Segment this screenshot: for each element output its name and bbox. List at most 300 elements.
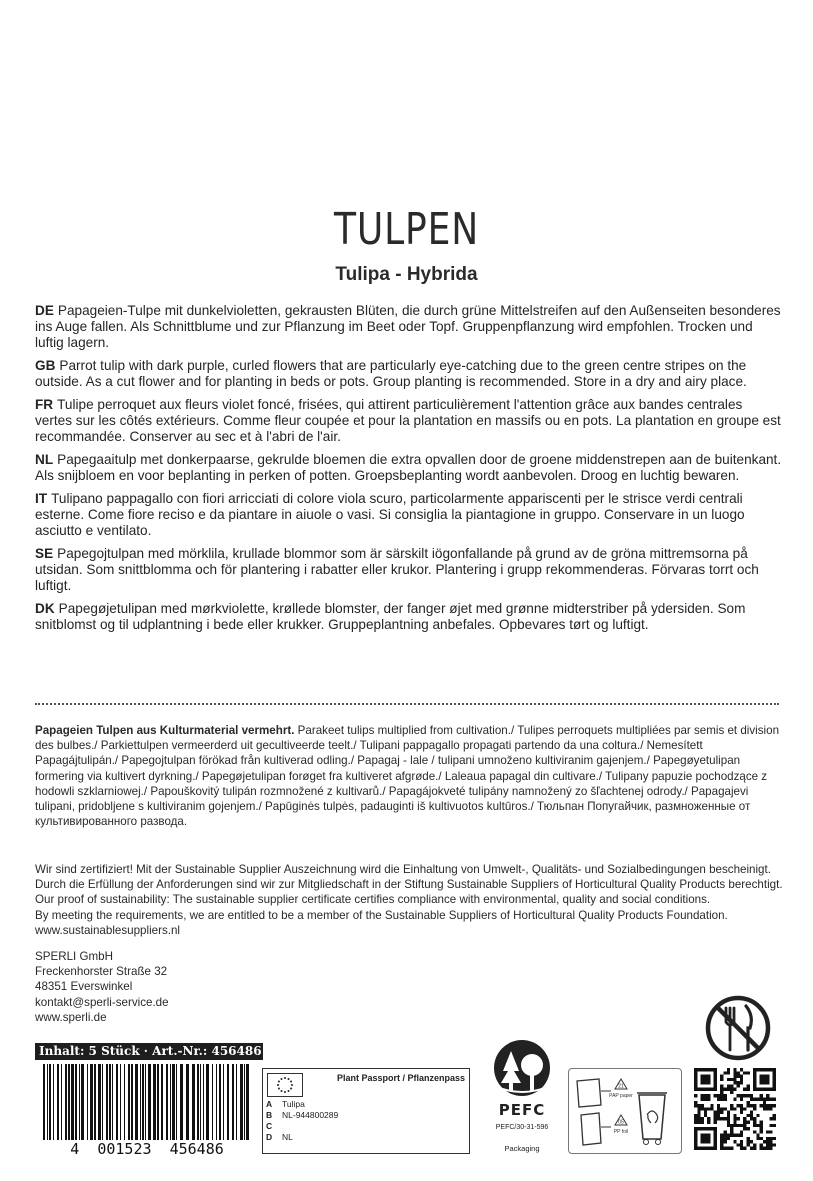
page-title: TULPEN bbox=[333, 204, 480, 255]
qr-module bbox=[730, 1091, 733, 1094]
foil-label: PP foil bbox=[613, 1129, 629, 1135]
barcode-bar bbox=[236, 1064, 237, 1140]
qr-module bbox=[766, 1130, 769, 1133]
qr-module bbox=[760, 1104, 763, 1107]
barcode-bar bbox=[157, 1064, 159, 1140]
qr-module bbox=[740, 1068, 743, 1071]
company-address bbox=[35, 949, 169, 1025]
qr-module bbox=[740, 1140, 743, 1143]
qr-module bbox=[746, 1094, 749, 1097]
barcode-bar bbox=[186, 1064, 189, 1140]
eu-star bbox=[278, 1081, 280, 1083]
qr-module bbox=[733, 1114, 736, 1117]
qr-module bbox=[743, 1124, 746, 1127]
qr-module bbox=[720, 1111, 723, 1114]
qr-module bbox=[730, 1134, 733, 1137]
qr-module bbox=[724, 1130, 727, 1133]
company-street: Freckenhorster Straße 32 bbox=[35, 965, 168, 979]
cert-line: By meeting the requirements, we are entitled to be a member of the Sustainable Suppliers of Horticultural Quality Products Foundation. bbox=[35, 908, 728, 922]
barcode-bar bbox=[106, 1064, 108, 1140]
pefc-tree-icon bbox=[487, 1037, 557, 1099]
cert-line: Wir sind zertifiziert! Mit der Sustainable Supplier Auszeichnung wird die Einhaltung von Umwelt-, Qualitäts- und Sozialbedingungen bescheinigt. bbox=[35, 863, 771, 876]
passport-title: Plant Passport / Pflanzenpass bbox=[336, 1073, 465, 1083]
qr-module bbox=[740, 1075, 743, 1078]
qr-module bbox=[724, 1071, 727, 1074]
barcode-bar bbox=[57, 1064, 59, 1140]
qr-module bbox=[701, 1098, 704, 1101]
qr-module bbox=[714, 1114, 717, 1117]
qr-module bbox=[720, 1143, 723, 1146]
qr-module bbox=[737, 1075, 740, 1078]
qr-module bbox=[737, 1094, 740, 1097]
qr-module bbox=[717, 1107, 720, 1110]
barcode-bar bbox=[232, 1064, 234, 1140]
barcode-bar bbox=[140, 1064, 141, 1140]
barcode-bar bbox=[71, 1064, 74, 1140]
qr-module bbox=[701, 1120, 704, 1123]
qr-module bbox=[727, 1088, 730, 1091]
qr-module bbox=[763, 1098, 766, 1101]
qr-module bbox=[766, 1098, 769, 1101]
qr-module bbox=[707, 1098, 710, 1101]
qr-module bbox=[727, 1137, 730, 1140]
qr-module bbox=[697, 1117, 700, 1120]
content-label: Inhalt: 5 Stück · Art.-Nr.: 456486 bbox=[35, 1043, 263, 1060]
qr-module bbox=[737, 1071, 740, 1074]
qr-module bbox=[773, 1124, 776, 1127]
qr-module bbox=[773, 1117, 776, 1120]
qr-module bbox=[704, 1114, 707, 1117]
qr-module bbox=[694, 1120, 697, 1123]
qr-module bbox=[720, 1084, 723, 1087]
barcode-bar bbox=[148, 1064, 151, 1140]
qr-module bbox=[740, 1147, 743, 1150]
barcode-bar bbox=[49, 1064, 51, 1140]
qr-module bbox=[730, 1088, 733, 1091]
qr-module bbox=[753, 1130, 756, 1133]
qr-module bbox=[717, 1098, 720, 1101]
qr-module bbox=[766, 1137, 769, 1140]
barcode-bar bbox=[180, 1064, 183, 1140]
qr-module bbox=[724, 1140, 727, 1143]
qr-module bbox=[701, 1104, 704, 1107]
qr-module bbox=[753, 1104, 756, 1107]
qr-module bbox=[733, 1140, 736, 1143]
qr-module bbox=[697, 1111, 700, 1114]
qr-module bbox=[743, 1127, 746, 1130]
barcode-bar bbox=[176, 1064, 177, 1140]
qr-module bbox=[760, 1075, 770, 1085]
qr-module bbox=[740, 1130, 743, 1133]
qr-module bbox=[737, 1104, 740, 1107]
no-eating-icon bbox=[704, 994, 772, 1062]
qr-module bbox=[701, 1075, 711, 1085]
company-web: www.sperli.de bbox=[35, 1010, 107, 1024]
descriptions bbox=[35, 303, 783, 640]
eu-star bbox=[278, 1088, 280, 1090]
qr-module bbox=[730, 1104, 733, 1107]
qr-module bbox=[733, 1134, 736, 1137]
barcode-bar bbox=[161, 1064, 163, 1140]
qr-module bbox=[733, 1124, 736, 1127]
qr-module bbox=[753, 1107, 756, 1110]
eu-star bbox=[288, 1078, 290, 1080]
qr-module bbox=[701, 1094, 704, 1097]
qr-module bbox=[740, 1104, 743, 1107]
barcode-bar bbox=[124, 1064, 125, 1140]
barcode-bar bbox=[79, 1064, 80, 1140]
qr-module bbox=[714, 1094, 717, 1097]
qr-module bbox=[743, 1094, 746, 1097]
qr-module bbox=[733, 1068, 736, 1071]
barcode-bar bbox=[170, 1064, 171, 1140]
qr-module bbox=[743, 1117, 746, 1120]
barcode-bar bbox=[128, 1064, 130, 1140]
cert-line: Our proof of sustainability: The sustainable supplier certificate certifies compliance with environmental, quality and social conditions. bbox=[35, 893, 711, 907]
barcode-bar bbox=[216, 1064, 217, 1140]
qr-module bbox=[746, 1084, 749, 1087]
recycling-icons bbox=[569, 1069, 681, 1153]
qr-module bbox=[773, 1098, 776, 1101]
qr-module bbox=[750, 1098, 753, 1101]
qr-module bbox=[710, 1107, 713, 1110]
qr-module bbox=[717, 1104, 720, 1107]
barcode-bar bbox=[98, 1064, 101, 1140]
eu-star bbox=[290, 1081, 292, 1083]
qr-module bbox=[714, 1111, 717, 1114]
qr-module bbox=[766, 1104, 769, 1107]
qr-module bbox=[733, 1120, 736, 1123]
qr-module bbox=[714, 1120, 717, 1123]
pefc-caption: Packaging bbox=[504, 1144, 540, 1153]
description-it: IT Tulipano pappagallo con fiori arricciati di colore viola scuro, particolarmente appariscenti per le strisce verdi centrali esterne. Come fiore reciso e da piantare in aiuole o vasi. Si consiglia la piantagione in gruppo. Conservare in un luogo asciutto e ventilato. bbox=[35, 491, 745, 538]
qr-module bbox=[769, 1117, 772, 1120]
plant-passport bbox=[262, 1068, 470, 1154]
barcode bbox=[35, 1064, 259, 1156]
qr-module bbox=[760, 1094, 763, 1097]
qr-module bbox=[750, 1111, 753, 1114]
qr-module bbox=[766, 1094, 769, 1097]
qr-module bbox=[720, 1134, 723, 1137]
description-dk: DK Papegøjetulipan med mørkviolette, krøllede blomster, der fanger øjet med grønne midterstriber på ydersiden. Som snitblomst og til udplantning i bede eller krukker. Gruppeplantning anbefales. Opbevares tørt og luftigt. bbox=[35, 601, 746, 632]
qr-module bbox=[760, 1147, 763, 1150]
qr-module bbox=[733, 1107, 736, 1110]
qr-module bbox=[746, 1140, 749, 1143]
pefc-code: PEFC/30-31-596 bbox=[495, 1124, 549, 1131]
barcode-bar bbox=[109, 1064, 111, 1140]
qr-module bbox=[766, 1140, 769, 1143]
qr-module bbox=[743, 1088, 746, 1091]
barcode-bar bbox=[81, 1064, 84, 1140]
qr-module bbox=[720, 1091, 723, 1094]
qr-module bbox=[756, 1134, 759, 1137]
passport-row: B NL-944800289 bbox=[266, 1110, 339, 1120]
qr-module bbox=[740, 1098, 743, 1101]
qr-module bbox=[694, 1117, 697, 1120]
qr-module bbox=[717, 1117, 720, 1120]
qr-module bbox=[763, 1107, 766, 1110]
qr-module bbox=[724, 1134, 727, 1137]
qr-module bbox=[720, 1137, 723, 1140]
barcode-bar bbox=[166, 1064, 168, 1140]
qr-module bbox=[730, 1127, 733, 1130]
qr-module bbox=[769, 1143, 772, 1146]
eu-star bbox=[281, 1078, 283, 1080]
barcode-bar bbox=[131, 1064, 133, 1140]
barcode-bar bbox=[153, 1064, 156, 1140]
foil-code: 05 bbox=[618, 1119, 624, 1126]
qr-module bbox=[763, 1140, 766, 1143]
barcode-bar bbox=[223, 1064, 224, 1140]
qr-module bbox=[740, 1078, 743, 1081]
qr-module bbox=[743, 1107, 746, 1110]
barcode-bar bbox=[212, 1064, 213, 1140]
qr-module bbox=[704, 1107, 707, 1110]
qr-module bbox=[740, 1107, 743, 1110]
qr-module bbox=[769, 1098, 772, 1101]
qr-module bbox=[750, 1147, 753, 1150]
qr-module bbox=[724, 1107, 727, 1110]
qr-module bbox=[750, 1140, 753, 1143]
qr-module bbox=[737, 1081, 740, 1084]
barcode-bar bbox=[200, 1064, 201, 1140]
qr-module bbox=[760, 1137, 763, 1140]
qr-module bbox=[720, 1147, 723, 1150]
company-email: kontakt@sperli-service.de bbox=[35, 995, 169, 1009]
barcode-bar bbox=[197, 1064, 199, 1140]
qr-module bbox=[714, 1117, 717, 1120]
qr-module bbox=[720, 1078, 723, 1081]
eu-star bbox=[288, 1090, 290, 1092]
qr-module bbox=[763, 1147, 766, 1150]
qr-module bbox=[733, 1117, 736, 1120]
pefc-word: PEFC bbox=[498, 1101, 546, 1119]
qr-module bbox=[727, 1068, 730, 1071]
qr-module bbox=[746, 1137, 749, 1140]
qr-module bbox=[773, 1143, 776, 1146]
qr-module bbox=[737, 1143, 740, 1146]
qr-module bbox=[727, 1120, 730, 1123]
eu-flag-icon bbox=[267, 1073, 303, 1097]
barcode-bar bbox=[53, 1064, 54, 1140]
qr-module bbox=[769, 1104, 772, 1107]
qr-module bbox=[717, 1094, 720, 1097]
qr-module bbox=[720, 1088, 723, 1091]
qr-module bbox=[750, 1104, 753, 1107]
passport-rows bbox=[266, 1099, 338, 1143]
barcode-bar bbox=[90, 1064, 93, 1140]
barcode-bar bbox=[120, 1064, 121, 1140]
qr-module bbox=[769, 1107, 772, 1110]
barcode-bar bbox=[206, 1064, 209, 1140]
origin-note-bold: Papageien Tulpen aus Kulturmaterial vermehrt. bbox=[35, 724, 295, 737]
qr-module bbox=[756, 1114, 759, 1117]
barcode-bar bbox=[65, 1064, 67, 1140]
qr-module bbox=[730, 1107, 733, 1110]
qr-module bbox=[769, 1137, 772, 1140]
qr-module bbox=[740, 1134, 743, 1137]
barcode-bar bbox=[240, 1064, 243, 1140]
eu-star bbox=[277, 1084, 279, 1086]
description-fr: FR Tulipe perroquet aux fleurs violet foncé, frisées, qui attirent particulièrement l'attention grâce aux bandes centrales vertes sur les côtés extérieurs. Comme fleur coupée et pour la plantation en massifs ou en pots. La plantation en groupe est recommandée. Conserver au sec et à l'abri de l'air. bbox=[35, 397, 781, 444]
qr-module bbox=[746, 1104, 749, 1107]
qr-module bbox=[727, 1084, 730, 1087]
pefc-logo bbox=[487, 1037, 557, 1152]
passport-row: C bbox=[266, 1121, 273, 1131]
qr-module bbox=[743, 1120, 746, 1123]
description-de: DE Papageien-Tulpe mit dunkelvioletten, gekrausten Blüten, die durch grüne Mittelstreifen auf den Außenseiten besonderes ins Auge fallen. Als Schnittblume und zur Pflanzung im Beet oder Topf. Gruppenpflanzung wird empfohlen. Trocken und luftig lagern. bbox=[35, 303, 781, 350]
qr-code bbox=[694, 1068, 776, 1150]
qr-module bbox=[720, 1075, 723, 1078]
qr-module bbox=[733, 1075, 736, 1078]
eu-star bbox=[290, 1088, 292, 1090]
qr-module bbox=[753, 1120, 756, 1123]
qr-module bbox=[694, 1101, 697, 1104]
qr-module bbox=[720, 1098, 723, 1101]
qr-module bbox=[704, 1094, 707, 1097]
qr-module bbox=[727, 1111, 730, 1114]
origin-note-text: Parakeet tulips multiplied from cultivation./ Tulipes perroquets multipliées par semis et division des bulbes./ Parkiettulpen vermeerderd uit gecultiveerde teelt./ Tulipani pappagallo propagati partendo da una coltura./ Nemesített Papagájtulipán./ Papegojtulpan förökad från kultiverad odling./ Papagaj - lale / tulipani umnoženo kultiviranim gajenjem./ Papegøyetulipan formering via kultivert dyrkning./ Papegøjetulipan forøget fra kultiveret afgrøde./ Laleaua papagal din cultivare./ Tulipany papuzie pochodzące z hodowli szklarniowej./ Papouškovitý tulipán rozmnožené z kultivarů./ Papagájokveté tulipány namnožený zo šľachtenej odrody./ Papagajevi tulipani, pridobljene s kultiviranim gojenjem./ Papūginės tulpės, padauginti iš kultivuotos kultūros./ Тюльпан Попугайчик, размноженные от культивированного развода. bbox=[35, 724, 780, 829]
recycling-info bbox=[568, 1068, 682, 1154]
qr-module bbox=[746, 1143, 749, 1146]
qr-module bbox=[710, 1104, 713, 1107]
barcode-bar bbox=[135, 1064, 138, 1140]
qr-module bbox=[746, 1101, 749, 1104]
barcode-bar bbox=[227, 1064, 229, 1140]
barcode-bar bbox=[116, 1064, 118, 1140]
barcode-bar bbox=[61, 1064, 62, 1140]
qr-module bbox=[756, 1124, 759, 1127]
qr-module bbox=[756, 1137, 759, 1140]
qr-module bbox=[750, 1117, 753, 1120]
qr-module bbox=[753, 1143, 756, 1146]
qr-module bbox=[724, 1088, 727, 1091]
qr-module bbox=[724, 1137, 727, 1140]
qr-module bbox=[753, 1147, 756, 1150]
qr-module bbox=[697, 1107, 700, 1110]
qr-module bbox=[720, 1107, 723, 1110]
qr-module bbox=[743, 1147, 746, 1150]
qr-module bbox=[724, 1117, 727, 1120]
cert-line: Durch die Erfüllung der Anforderungen sind wir zur Mitgliedschaft in der Stiftung Sustainable Suppliers of Horticultural Quality Products berechtigt. bbox=[35, 878, 783, 892]
qr-module bbox=[694, 1094, 697, 1097]
qr-module bbox=[730, 1078, 733, 1081]
qr-module bbox=[760, 1143, 763, 1146]
qr-module bbox=[730, 1084, 733, 1087]
qr-module bbox=[724, 1098, 727, 1101]
qr-module bbox=[720, 1094, 723, 1097]
qr-module bbox=[737, 1084, 740, 1087]
qr-module bbox=[727, 1114, 730, 1117]
passport-row: A Tulipa bbox=[266, 1099, 305, 1109]
qr-module bbox=[766, 1147, 769, 1150]
qr-module bbox=[733, 1078, 736, 1081]
qr-module bbox=[753, 1117, 756, 1120]
qr-module bbox=[760, 1120, 763, 1123]
qr-module bbox=[707, 1094, 710, 1097]
qr-module bbox=[763, 1104, 766, 1107]
qr-module bbox=[740, 1143, 743, 1146]
description-gb: GB Parrot tulip with dark purple, curled flowers that are particularly eye-catching due to the green centre stripes on the outside. As a cut flower and for planting in beds or pots. Group planting is recommended. Store in a dry and airy place. bbox=[35, 358, 747, 389]
qr-module bbox=[727, 1124, 730, 1127]
page-subtitle: Tulipa - Hybrida bbox=[335, 264, 478, 285]
qr-module bbox=[727, 1147, 730, 1150]
qr-module bbox=[694, 1114, 697, 1117]
certification-text bbox=[35, 862, 795, 938]
qr-module bbox=[760, 1124, 763, 1127]
description-se: SE Papegojtulpan med mörklila, krullade blommor som är särskilt iögonfallande på grund av de gröna mittremsorna på utsidan. Som snittblomma och för plantering i rabatter eller krukor. Plantering i grupp rekommenderas. Förvaras torrt och luftigt. bbox=[35, 546, 759, 593]
qr-module bbox=[724, 1094, 727, 1097]
qr-module bbox=[750, 1094, 753, 1097]
barcode-bar bbox=[192, 1064, 195, 1140]
barcode-bar bbox=[87, 1064, 88, 1140]
company-name: SPERLI GmbH bbox=[35, 950, 113, 963]
qr-module bbox=[717, 1111, 720, 1114]
barcode-bar bbox=[142, 1064, 144, 1140]
qr-module bbox=[753, 1098, 756, 1101]
barcode-bar bbox=[172, 1064, 175, 1140]
qr-module bbox=[740, 1111, 743, 1114]
qr-module bbox=[740, 1124, 743, 1127]
qr-module bbox=[746, 1127, 749, 1130]
qr-module bbox=[769, 1124, 772, 1127]
qr-module bbox=[746, 1088, 749, 1091]
qr-module bbox=[740, 1094, 743, 1097]
qr-module bbox=[756, 1098, 759, 1101]
barcode-bar bbox=[145, 1064, 146, 1140]
qr-module bbox=[766, 1143, 769, 1146]
qr-module bbox=[763, 1101, 766, 1104]
qr-module bbox=[773, 1104, 776, 1107]
qr-module bbox=[769, 1130, 772, 1133]
qr-module bbox=[697, 1104, 700, 1107]
qr-module bbox=[746, 1071, 749, 1074]
qr-module bbox=[737, 1134, 740, 1137]
qr-module bbox=[760, 1098, 763, 1101]
barcode-bar bbox=[244, 1064, 245, 1140]
qr-module bbox=[760, 1130, 763, 1133]
qr-module bbox=[733, 1081, 736, 1084]
qr-module bbox=[730, 1124, 733, 1127]
qr-module bbox=[746, 1120, 749, 1123]
barcode-bar bbox=[102, 1064, 103, 1140]
eu-star bbox=[291, 1084, 293, 1086]
qr-module bbox=[707, 1117, 710, 1120]
qr-module bbox=[724, 1147, 727, 1150]
qr-module bbox=[760, 1127, 763, 1130]
qr-module bbox=[727, 1134, 730, 1137]
qr-module bbox=[766, 1107, 769, 1110]
qr-module bbox=[733, 1098, 736, 1101]
qr-module bbox=[773, 1137, 776, 1140]
qr-module bbox=[707, 1107, 710, 1110]
paper-label: PAP paper bbox=[609, 1093, 633, 1099]
qr-module bbox=[727, 1071, 730, 1074]
qr-module bbox=[737, 1124, 740, 1127]
qr-module bbox=[730, 1130, 733, 1133]
qr-module bbox=[753, 1124, 756, 1127]
qr-module bbox=[740, 1081, 743, 1084]
barcode-bar bbox=[112, 1064, 113, 1140]
qr-module bbox=[743, 1071, 746, 1074]
qr-module bbox=[730, 1147, 733, 1150]
barcode-bar bbox=[94, 1064, 96, 1140]
dotted-divider bbox=[35, 703, 779, 705]
qr-module bbox=[707, 1120, 710, 1123]
barcode-bar bbox=[219, 1064, 221, 1140]
qr-module bbox=[769, 1147, 772, 1150]
barcode-bar bbox=[246, 1064, 249, 1140]
